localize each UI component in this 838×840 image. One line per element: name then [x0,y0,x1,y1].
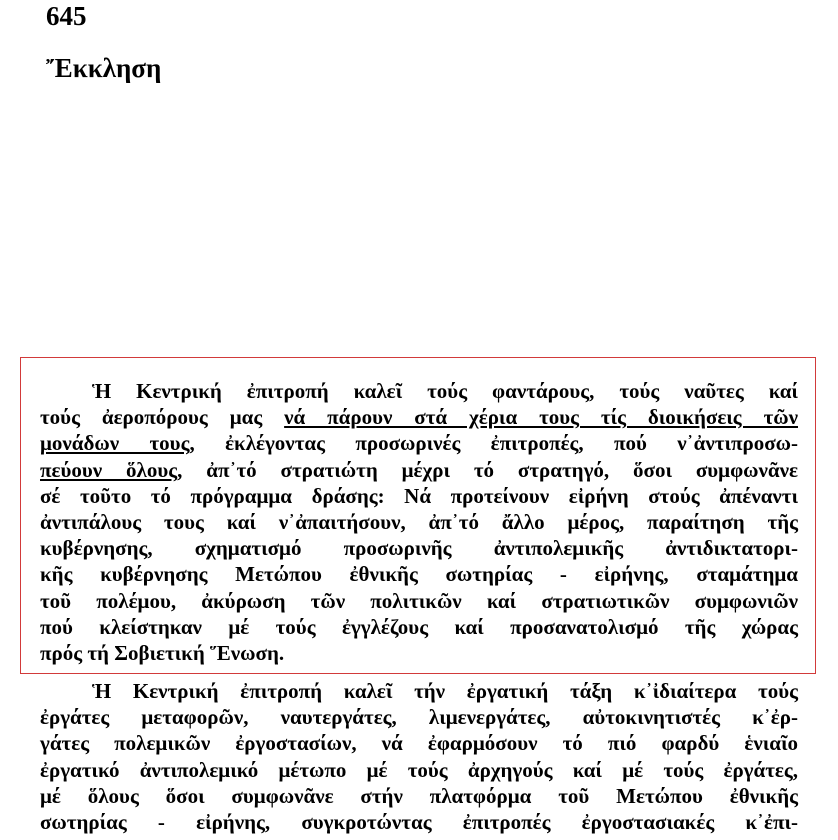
paragraph-2 [40,678,798,835]
underlined-text: μονάδων τους [40,431,190,456]
text-line: μονάδων τους, ἐκλέγοντας προσωρινές ἐπιτροπές, πού ν᾿ἀντιπροσω- [40,431,798,456]
text-line: κῆς κυβέρνησης Μετώπου ἐθνικῆς σωτηρίας - εἰρήνης, σταμάτημα [40,562,798,587]
text-line: σωτηρίας - εἰρήνης, συγκροτώντας ἐπιτροπές ἐργοστασιακές κ᾿ἐπι- [40,810,798,835]
underlined-text: νά πάρουν στά χέρια τους τίς διοικήσεις τῶν [284,405,798,430]
text-line: πού κλείστηκαν μέ τούς ἐγγλέζους καί προσανατολισμό τῆς χώρας [40,614,798,639]
text-line: ἐργατικό ἀντιπολεμικό μέτωπο μέ τούς ἀρχηγούς καί μέ τούς ἐργάτες, [40,757,798,782]
text-line: γάτες πολεμικῶν ἐργοστασίων, νά ἐφαρμόσουν τό πιό φαρδύ ἑνιαῖο [40,731,798,756]
text-line: σέ τοῦτο τό πρόγραμμα δράσης: Νά προτείνουν εἰρήνη στούς ἀπέναντι [40,483,798,508]
text-line: τούς ἀεροπόρους μας νά πάρουν στά χέρια τους τίς διοικήσεις τῶν [40,405,798,430]
text-line: πεύουν ὅλους, ἀπ᾿τό στρατιώτη μέχρι τό στρατηγό, ὅσοι συμφωνᾶνε [40,457,798,482]
text-line: τοῦ πολέμου, ἀκύρωση τῶν πολιτικῶν καί στρατιωτικῶν συμφωνιῶν [40,588,798,613]
text-line: μέ ὅλους ὅσοι συμφωνᾶνε στήν πλατφόρμα τοῦ Μετώπου ἐθνικῆς [40,783,798,808]
text-line: κυβέρνησης, σχηματισμό προσωρινῆς ἀντιπολεμικῆς ἀντιδικτατορι- [40,536,798,561]
section-title: Ἔκκληση [46,53,162,83]
text-line: Ἡ Κεντρική ἐπιτροπή καλεῖ τήν ἐργατική τάξη κ᾿ἰδιαίτερα τούς [92,679,798,703]
text-line: ἐργάτες μεταφορῶν, ναυτεργάτες, λιμενεργάτες, αὐτοκινητιστές κ᾿ἐρ- [40,705,798,730]
text-line: Ἡ Κεντρική ἐπιτροπή καλεῖ τούς φαντάρους, τούς ναῦτες καί [92,379,798,403]
underlined-text: πεύουν ὅλους [40,457,178,482]
paragraph-1 [40,378,798,666]
text-line: ἀντιπάλους τους καί ν᾿ἀπαιτήσουν, ἀπ᾿τό ἄλλο μέρος, παραίτηση τῆς [40,510,798,535]
page-number: 645 [46,1,87,31]
text-line: πρός τή Σοβιετική Ἕνωση. [40,641,285,666]
